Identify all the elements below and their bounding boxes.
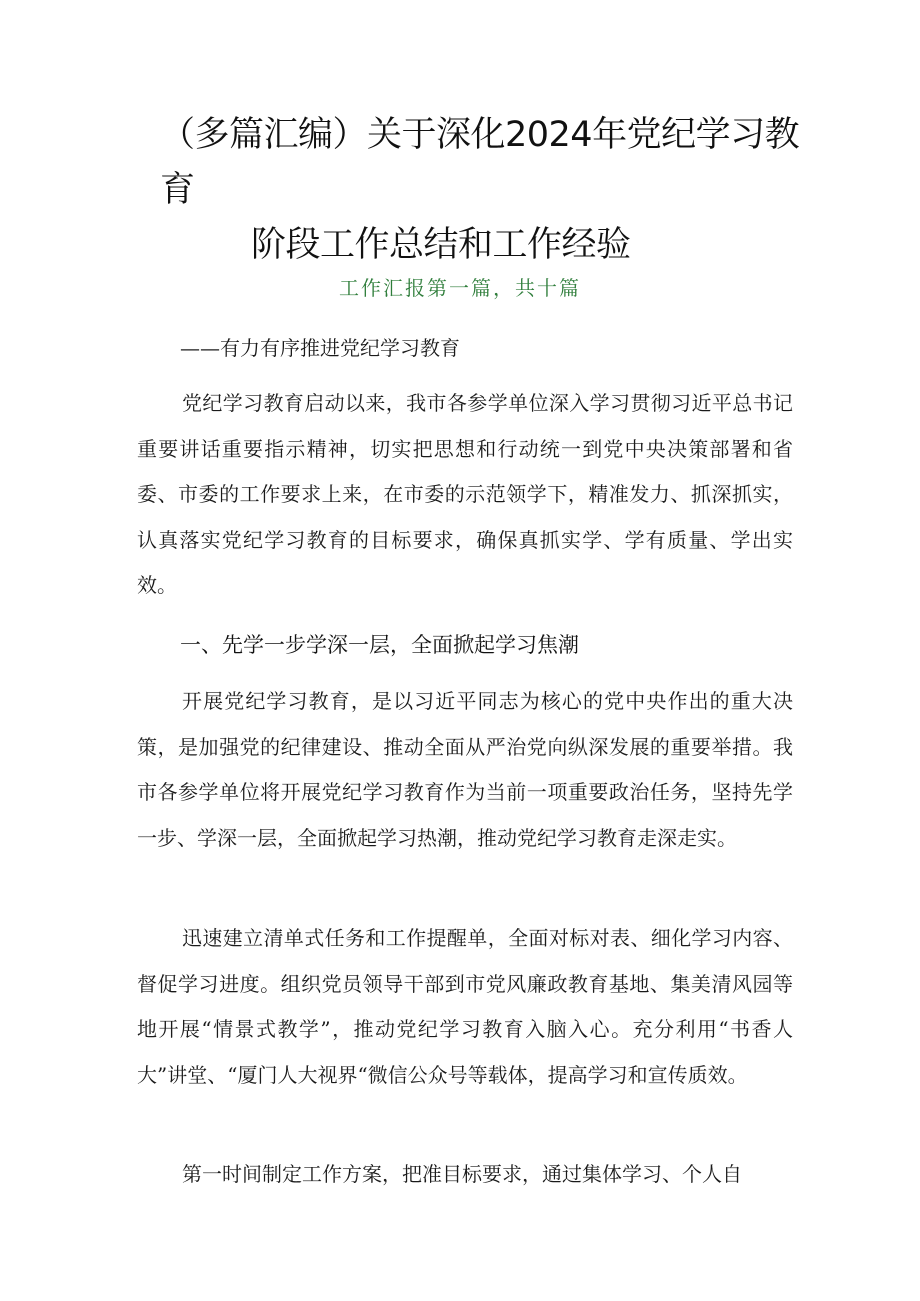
title-line-1: （多篇汇编）关于深化2024年党纪学习教育: [160, 115, 800, 210]
paragraph: 开展党纪学习教育，是以习近平同志为核心的党中央作出的重大决策，是加强党的纪律建设、推动全面从严治党向纵深发展的重要举措。我市各参学单位将开展党纪学习教育作为当前一项重要政治任务，坚持先学一步、学深一层，全面掀起学习热潮，推动党纪学习教育走深走实。: [137, 689, 793, 850]
paragraph: 党纪学习教育启动以来，我市各参学单位深入学习贯彻习近平总书记重要讲话重要指示精神，切实把思想和行动统一到党中央决策部署和省委、市委的工作要求上来，在市委的示范领学下，精准发力、抓深抓实，认真落实党纪学习教育的目标要求，确保真抓实学、学有质量、学出实效。: [137, 391, 793, 597]
series-label: 工作汇报第一篇，共十篇: [339, 276, 581, 300]
document-title: [160, 108, 820, 273]
title-line-2: 阶段工作总结和工作经验: [251, 225, 631, 265]
paragraph: 迅速建立清单式任务和工作提醒单，全面对标对表、细化学习内容、督促学习进度。组织党员领导干部到市党风廉政教育基地、集美清风园等地开展“情景式教学”，推动党纪学习教育入脑入心。充分利用“书香人大”讲堂、“厦门人大视界“微信公众号等载体，提高学习和宣传质效。: [137, 926, 793, 1087]
section-heading: 一、先学一步学深一层，全面掀起学习焦潮: [180, 633, 579, 657]
dash-subtitle: ——有力有序推进党纪学习教育: [180, 336, 460, 360]
paragraph: 第一时间制定工作方案，把准目标要求，通过集体学习、个人自: [182, 1162, 742, 1186]
